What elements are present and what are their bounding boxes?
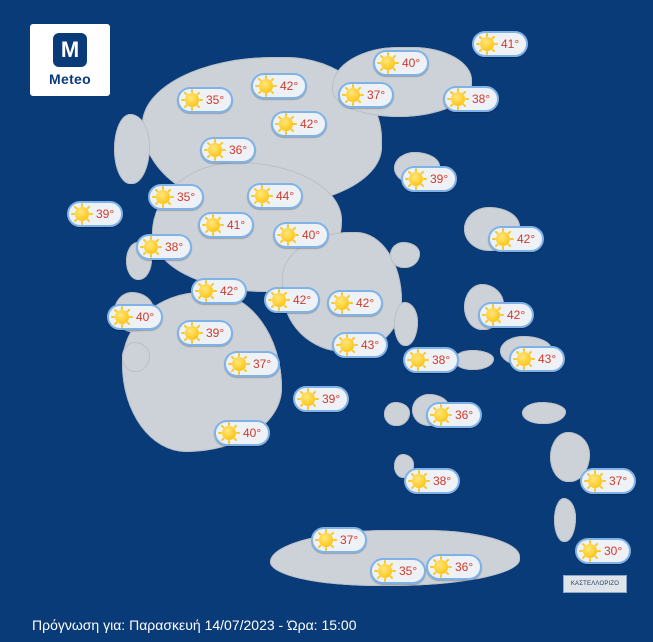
inset-label: ΚΑΣΤΕΛΛΟΡΙΖΟ xyxy=(570,581,620,587)
temperature-value: 42° xyxy=(293,293,312,307)
temperature-value: 40° xyxy=(243,426,262,440)
sunny-icon xyxy=(195,280,217,302)
sunny-icon xyxy=(202,214,224,236)
temperature-value: 40° xyxy=(302,228,321,242)
temperature-marker[interactable] xyxy=(247,183,303,209)
sunny-icon xyxy=(430,556,452,578)
map-canvas xyxy=(2,2,653,614)
sunny-icon xyxy=(336,334,358,356)
landmass-corfu xyxy=(114,114,150,184)
temperature-value: 43° xyxy=(538,352,557,366)
sunny-icon xyxy=(513,348,535,370)
temperature-value: 39° xyxy=(430,172,449,186)
sunny-icon xyxy=(181,89,203,111)
sunny-icon xyxy=(218,422,240,444)
temperature-value: 38° xyxy=(432,353,451,367)
temperature-marker[interactable] xyxy=(478,302,534,328)
temperature-value: 42° xyxy=(517,232,536,246)
sunny-icon xyxy=(275,113,297,135)
sunny-icon xyxy=(204,139,226,161)
temperature-value: 42° xyxy=(300,117,319,131)
temperature-value: 37° xyxy=(253,357,272,371)
temperature-marker[interactable] xyxy=(107,304,163,330)
sunny-icon xyxy=(430,404,452,426)
temperature-marker[interactable] xyxy=(191,278,247,304)
sunny-icon xyxy=(405,168,427,190)
temperature-marker[interactable] xyxy=(580,468,636,494)
temperature-value: 37° xyxy=(367,88,386,102)
temperature-marker[interactable] xyxy=(327,290,383,316)
temperature-marker[interactable] xyxy=(311,527,367,553)
temperature-value: 38° xyxy=(472,92,491,106)
temperature-marker[interactable] xyxy=(403,347,459,373)
temperature-value: 39° xyxy=(322,392,341,406)
temperature-marker[interactable] xyxy=(214,420,270,446)
sunny-icon xyxy=(255,75,277,97)
sunny-icon xyxy=(408,470,430,492)
temperature-marker[interactable] xyxy=(370,558,426,584)
sunny-icon xyxy=(111,306,133,328)
temperature-value: 37° xyxy=(340,533,359,547)
sunny-icon xyxy=(277,224,299,246)
kastellorizo-inset-box xyxy=(563,575,627,593)
temperature-marker[interactable] xyxy=(404,468,460,494)
sunny-icon xyxy=(315,529,337,551)
logo-brand-label: Meteo xyxy=(49,71,91,87)
sunny-icon xyxy=(140,236,162,258)
temperature-marker[interactable] xyxy=(373,50,429,76)
temperature-marker[interactable] xyxy=(198,212,254,238)
sunny-icon xyxy=(181,322,203,344)
sunny-icon xyxy=(331,292,353,314)
temperature-marker[interactable] xyxy=(426,554,482,580)
temperature-marker[interactable] xyxy=(443,86,499,112)
temperature-value: 42° xyxy=(507,308,526,322)
sunny-icon xyxy=(342,84,364,106)
landmass-skyros xyxy=(390,242,420,268)
temperature-value: 41° xyxy=(501,37,520,51)
sunny-icon xyxy=(377,52,399,74)
temperature-value: 36° xyxy=(455,408,474,422)
temperature-value: 38° xyxy=(433,474,452,488)
temperature-marker[interactable] xyxy=(488,226,544,252)
sunny-icon xyxy=(584,470,606,492)
temperature-value: 43° xyxy=(361,338,380,352)
temperature-value: 41° xyxy=(227,218,246,232)
logo-mark: M xyxy=(53,33,87,67)
temperature-value: 36° xyxy=(455,560,474,574)
sunny-icon xyxy=(71,203,93,225)
temperature-value: 44° xyxy=(276,189,295,203)
landmass-karpathos xyxy=(554,498,576,542)
temperature-value: 38° xyxy=(165,240,184,254)
temperature-value: 39° xyxy=(96,207,115,221)
temperature-value: 42° xyxy=(220,284,239,298)
temperature-marker[interactable] xyxy=(338,82,394,108)
temperature-marker[interactable] xyxy=(472,31,528,57)
temperature-marker[interactable] xyxy=(148,184,204,210)
temperature-value: 37° xyxy=(609,474,628,488)
temperature-value: 42° xyxy=(356,296,375,310)
temperature-value: 39° xyxy=(206,326,225,340)
forecast-footer xyxy=(2,610,653,640)
meteo-logo-icon xyxy=(30,24,110,96)
temperature-marker[interactable] xyxy=(136,234,192,260)
temperature-marker[interactable] xyxy=(177,87,233,113)
sunny-icon xyxy=(374,560,396,582)
temperature-value: 35° xyxy=(399,564,418,578)
temperature-value: 40° xyxy=(402,56,421,70)
temperature-marker[interactable] xyxy=(273,222,329,248)
temperature-value: 40° xyxy=(136,310,155,324)
temperature-marker[interactable] xyxy=(251,73,307,99)
sunny-icon xyxy=(579,540,601,562)
temperature-value: 36° xyxy=(229,143,248,157)
temperature-marker[interactable] xyxy=(67,201,123,227)
temperature-marker[interactable] xyxy=(293,386,349,412)
temperature-value: 30° xyxy=(604,544,623,558)
sunny-icon xyxy=(268,289,290,311)
landmass-ikaria xyxy=(454,350,494,370)
sunny-icon xyxy=(152,186,174,208)
temperature-value: 35° xyxy=(177,190,196,204)
temperature-marker[interactable] xyxy=(224,351,280,377)
landmass-kos xyxy=(522,402,566,424)
forecast-caption: Πρόγνωση για: Παρασκευή 14/07/2023 - Ώρα: 15:00 xyxy=(32,617,357,633)
temperature-marker[interactable] xyxy=(575,538,631,564)
landmass-paros xyxy=(384,402,410,426)
sunny-icon xyxy=(297,388,319,410)
sunny-icon xyxy=(492,228,514,250)
temperature-marker[interactable] xyxy=(426,402,482,428)
temperature-marker[interactable] xyxy=(177,320,233,346)
temperature-marker[interactable] xyxy=(200,137,256,163)
landmass-andros xyxy=(394,302,418,346)
temperature-value: 42° xyxy=(280,79,299,93)
sunny-icon xyxy=(482,304,504,326)
temperature-marker[interactable] xyxy=(332,332,388,358)
sunny-icon xyxy=(251,185,273,207)
sunny-icon xyxy=(228,353,250,375)
temperature-marker[interactable] xyxy=(401,166,457,192)
temperature-value: 35° xyxy=(206,93,225,107)
sunny-icon xyxy=(476,33,498,55)
sunny-icon xyxy=(407,349,429,371)
temperature-marker[interactable] xyxy=(509,346,565,372)
temperature-marker[interactable] xyxy=(264,287,320,313)
temperature-marker[interactable] xyxy=(271,111,327,137)
sunny-icon xyxy=(447,88,469,110)
